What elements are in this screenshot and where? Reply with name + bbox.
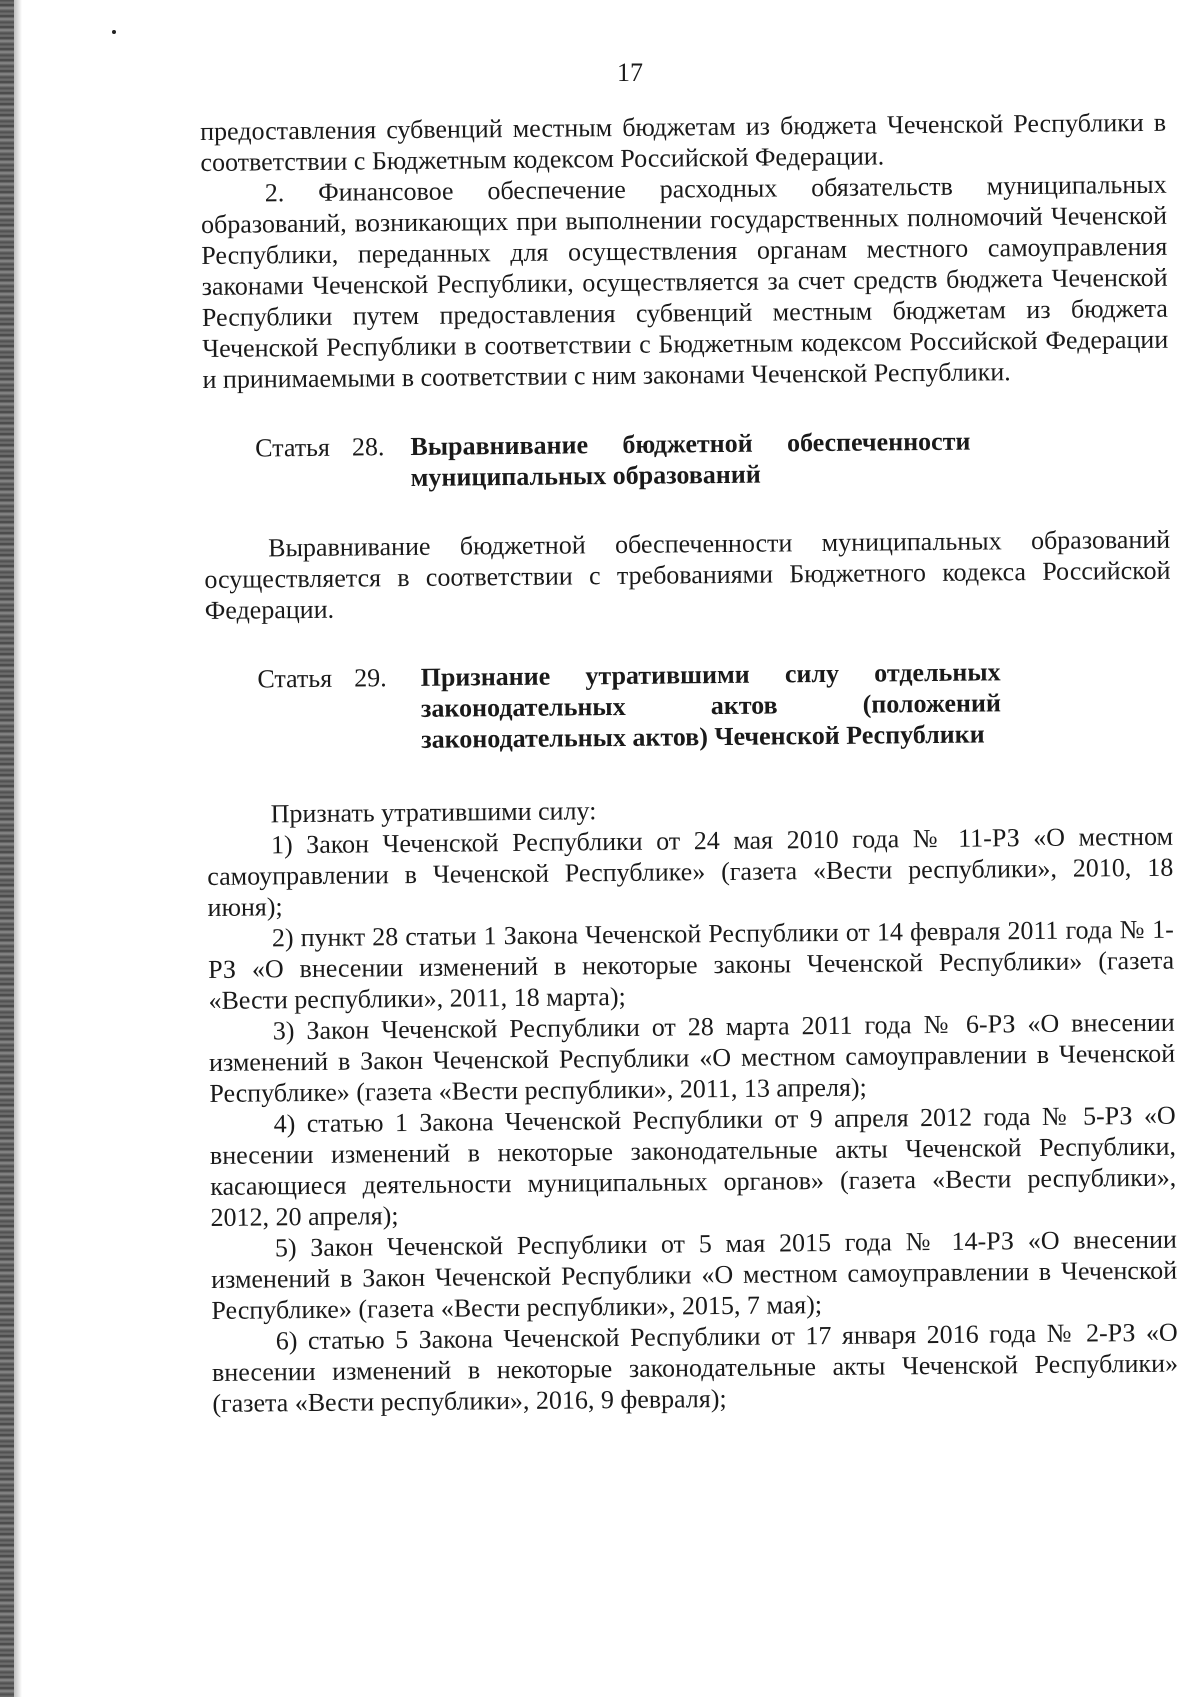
article-29-label-group	[257, 662, 387, 756]
page-number: 17	[617, 58, 643, 87]
document-body	[200, 107, 1178, 1419]
article-28-label-group	[255, 431, 385, 494]
article-28-number: 28.	[351, 432, 385, 462]
list-item: 1) Закон Чеченской Республики от 24 мая 2010 года № 11-РЗ «О местном самоуправлении в Чеченской Республике» (газета «Вести республики», 2010, 18 июня);	[207, 821, 1174, 922]
article-28-title: Выравнивание бюджетной обеспеченности муниципальных образований	[410, 426, 971, 492]
list-item: 5) Закон Чеченской Республики от 5 мая 2015 года № 14-РЗ «О внесении изменений в Закон Чеченской Республики «О местном самоуправлении в Чеченской Республике» (газета «Вести республики», 2015, 7 мая);	[211, 1224, 1178, 1325]
article-28-heading	[255, 424, 1170, 495]
article-28-label: Статья	[255, 432, 331, 463]
article-29-label: Статья	[257, 663, 333, 694]
article-29-number: 29.	[353, 663, 387, 693]
scan-edge-gradient	[14, 0, 22, 1697]
list-item: 6) статью 5 Закона Чеченской Республики от 17 января 2016 года № 2-РЗ «О внесении изменений в некоторые законодательные акты Чеченской Республики» (газета «Вести республики», 2016, 9 февраля);	[211, 1317, 1179, 1418]
scan-edge-shadow	[0, 0, 14, 1697]
article-29-lead: Признать утратившими силу:	[270, 796, 597, 829]
list-item: 2) пункт 28 статьи 1 Закона Чеченской Республики от 14 февраля 2011 года № 1-РЗ «О внесении изменений в некоторые законы Чеченской Республики» (газета «Вести республики», 2011, 18 марта);	[208, 914, 1175, 1015]
list-item: 3) Закон Чеченской Республики от 28 марта 2011 года № 6-РЗ «О внесении изменений в Закон Чеченской Республики «О местном самоуправлении в Чеченской Республике» (газета «Вести республики», 2011, 13 апреля);	[208, 1007, 1176, 1108]
intro-paragraph: предоставления субвенций местным бюджетам из бюджета Чеченской Республики в соответствии с Бюджетным кодексом Российской Федерации.	[200, 107, 1167, 177]
list-item: 4) статью 1 Закона Чеченской Республики от 9 апреля 2012 года № 5-РЗ «О внесении изменений в некоторые законодательные акты Чеченской Республики, касающиеся деятельности муниципальных органов» (газета «Вести республики», 2012, 20 апреля);	[209, 1100, 1177, 1232]
paragraph-2: 2. Финансовое обеспечение расходных обязательств муниципальных образований, возникающих при выполнении государственных полномочий Чеченской Республики, переданных для осуществления органам местного самоуправления законами Чеченской Республики, осуществляется за счет средств бюджета Чеченской Республики путем предоставления субвенций местным бюджетам из бюджета Чеченской Республики в соответствии с Бюджетным кодексом Российской Федерации и принимаемыми в соответствии с ним законами Чеченской Республики.	[200, 169, 1169, 394]
article-28-text: Выравнивание бюджетной обеспеченности муниципальных образований осуществляется в соответствии с требованиями Бюджетного кодекса Российской Федерации.	[204, 524, 1171, 625]
scan-speck	[112, 30, 116, 34]
article-29-title: Признание утратившими силу отдельных законодательных актов (положений законодательных актов) Чеченской Республики	[420, 657, 1002, 754]
article-29-heading	[257, 655, 1172, 757]
